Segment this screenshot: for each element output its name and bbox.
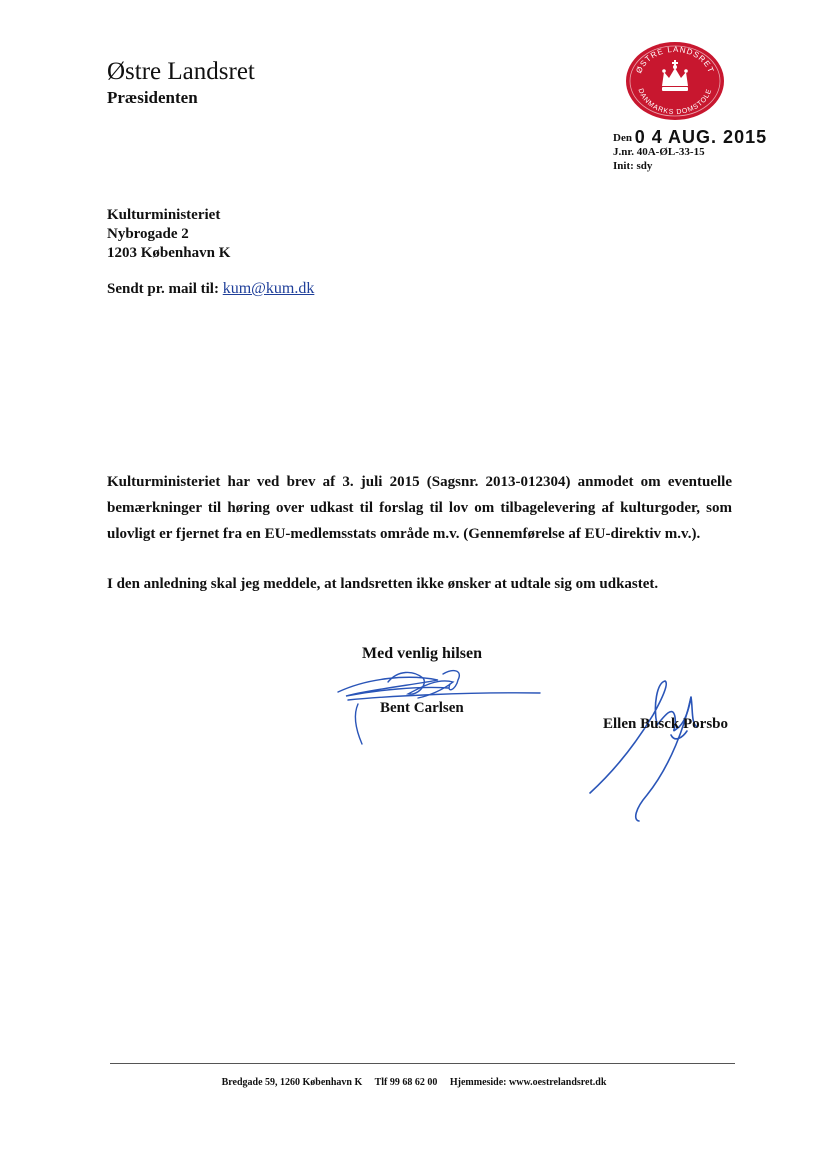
date-line [613,127,768,147]
recipient-line-1: Kulturministeriet [107,207,221,223]
court-seal-logo [624,40,726,122]
email-link[interactable]: kum@kum.dk [222,280,315,297]
sent-label: Sendt pr. mail til: [107,281,223,297]
signatory-2-name: Ellen Busck Porsbo [603,716,729,732]
footer-contact [0,1077,828,1088]
recipient-line-3: 1203 København K [107,245,231,261]
body-paragraph-1: Kulturministeriet har ved brev af 3. juli 2015 (Sagsnr. 2013-012304) anmodet om eventuelle bemærkninger til høring over udkast til forslag til lov om tilbagelevering af kulturgoder, som ulovligt er fjernet fra en EU-medlemsstats område m.v. (Gennemførelse af EU-direktiv m.v.). [107,474,732,542]
footer-divider [110,1063,735,1064]
court-name: Østre Landsret [107,58,255,85]
seal-bottom-text: DANMARKS DOMSTOLE [636,87,714,117]
date-prefix: Den [613,132,632,144]
body-paragraph-2: I den anledning skal jeg meddele, at landsretten ikke ønsker at udtale sig om udkastet. [107,576,659,592]
seal-top-text: ØSTRE LANDSRET [634,44,716,75]
court-sub-title: Præsidenten [107,88,198,107]
recipient-address [107,206,230,263]
initials: Init: sdy [613,160,653,172]
letter-body [107,469,732,597]
signatory-1-name: Bent Carlsen [380,700,464,716]
footer-website: Hjemmeside: www.oestrelandsret.dk [449,1077,607,1088]
sent-by-mail-line [107,280,314,298]
recipient-line-2: Nybrogade 2 [107,226,189,242]
footer-phone: Tlf 99 68 62 00 [374,1077,438,1088]
date-stamp: 0 4 AUG. 2015 [634,127,768,147]
closing-greeting: Med venlig hilsen [362,645,483,662]
footer-address: Bredgade 59, 1260 København K [221,1077,363,1088]
signature-ellen-busck-porsbo [575,675,735,825]
reference-block [613,127,768,173]
journal-number: J.nr. 40A-ØL-33-15 [613,146,705,158]
